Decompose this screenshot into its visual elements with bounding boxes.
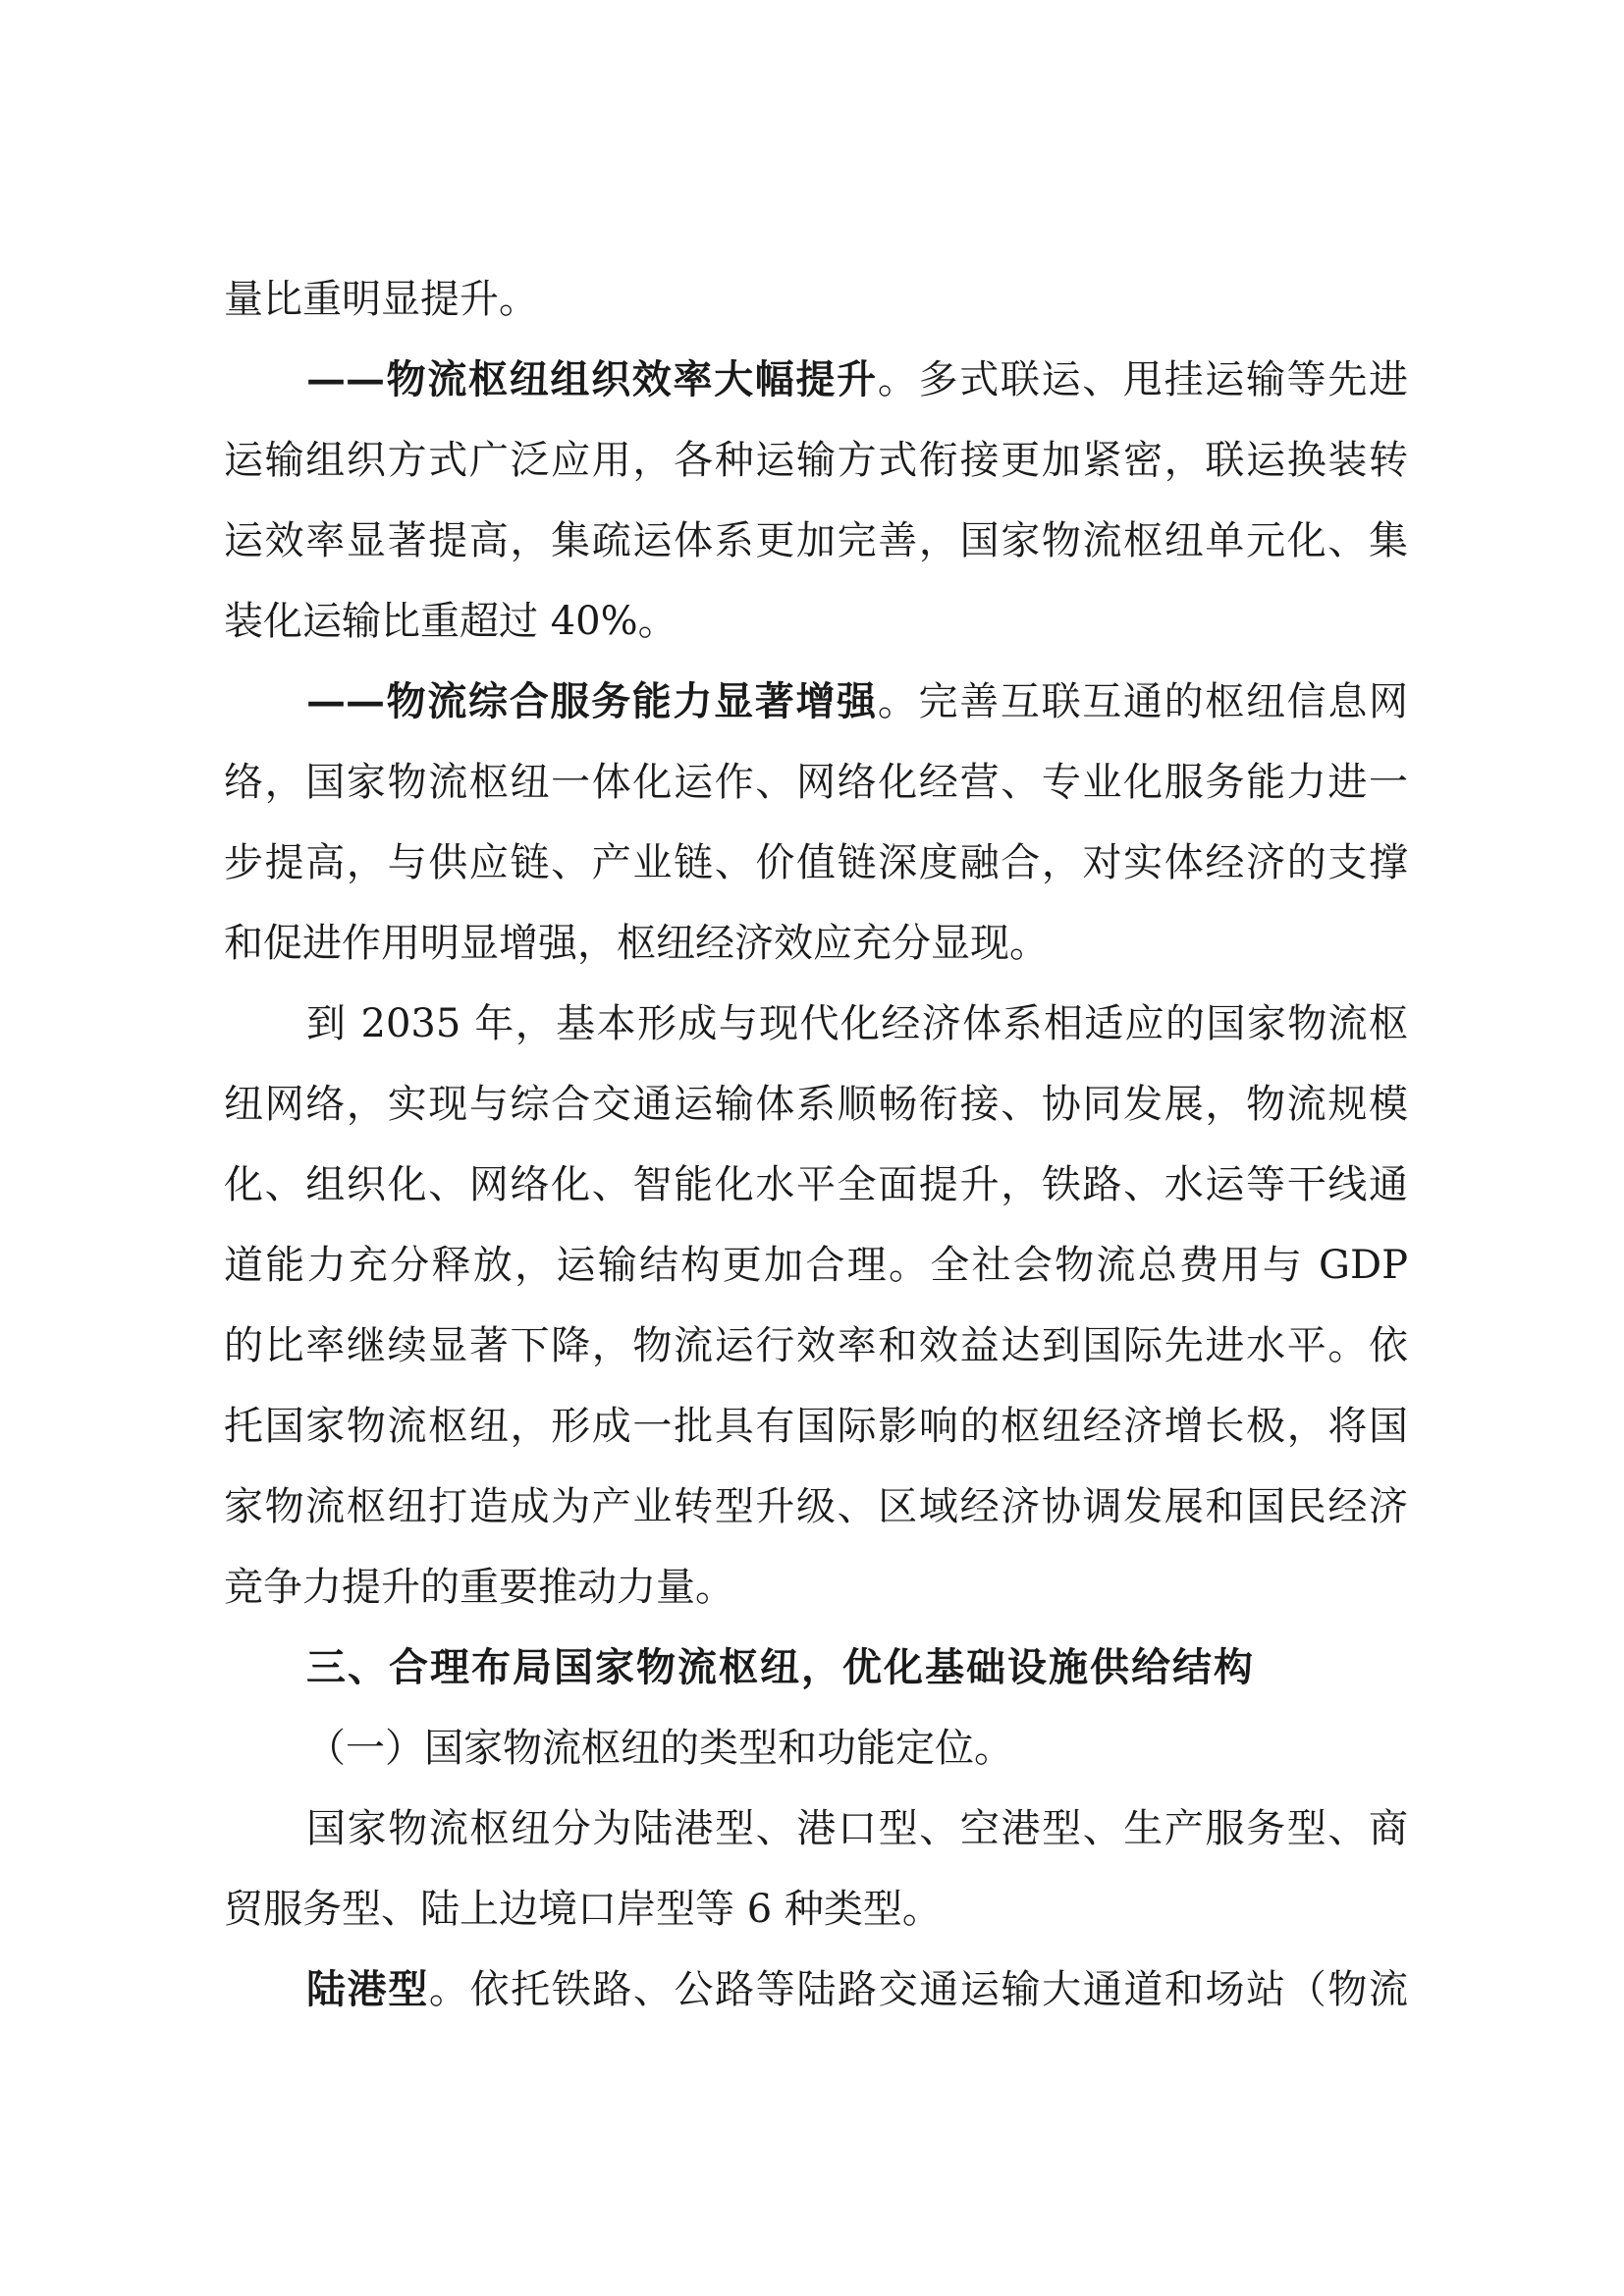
body-text (224, 259, 1408, 2030)
paragraph-line: 竞争力提升的重要推动力量。 (224, 1565, 734, 1610)
paragraph-line: 家物流枢纽打造成为产业转型升级、区域经济协调发展和国民经济 (224, 1484, 1408, 1529)
paragraph-text: 。依托铁路、公路等陆路交通运输大通道和场站（物流 (428, 1967, 1409, 2012)
subsection-heading: （一）国家物流枢纽的类型和功能定位。 (306, 1726, 1013, 1771)
paragraph-line: 的比率继续显著下降，物流运行效率和效益达到国际先进水平。依 (224, 1323, 1408, 1368)
paragraph-line: 量比重明显提升。 (224, 277, 538, 322)
paragraph-line: 道能力充分释放，运输结构更加合理。全社会物流总费用与 GDP (224, 1243, 1408, 1288)
paragraph-line: 化、组织化、网络化、智能化水平全面提升，铁路、水运等干线通 (224, 1162, 1408, 1207)
paragraph-line: 托国家物流枢纽，形成一批具有国际影响的枢纽经济增长极，将国 (224, 1404, 1408, 1449)
paragraph-line: 运输组织方式广泛应用，各种运输方式衔接更加紧密，联运换装转 (224, 438, 1408, 483)
paragraph-line (224, 340, 1408, 420)
paragraph-line (224, 662, 1408, 742)
paragraph-text: 。完善互联互通的枢纽信息网 (877, 679, 1409, 724)
bold-lead-phrase: 陆港型 (306, 1966, 429, 2012)
paragraph-line: 步提高，与供应链、产业链、价值链深度融合，对实体经济的支撑 (224, 840, 1408, 885)
paragraph-line: 和促进作用明显增强，枢纽经济效应充分显现。 (224, 921, 1049, 966)
paragraph-line: 纽网络，实现与综合交通运输体系顺畅衔接、协同发展，物流规模 (224, 1082, 1408, 1127)
paragraph-line (224, 1949, 1408, 2030)
paragraph-line: 到 2035 年，基本形成与现代化经济体系相适应的国家物流枢 (306, 1001, 1408, 1046)
bold-lead-phrase: ——物流综合服务能力显著增强 (306, 678, 878, 724)
paragraph-line: 国家物流枢纽分为陆港型、港口型、空港型、生产服务型、商 (306, 1806, 1408, 1851)
bold-lead-phrase: ——物流枢纽组织效率大幅提升 (306, 356, 878, 402)
paragraph-line: 装化运输比重超过 40%。 (224, 599, 677, 644)
paragraph-text: 。多式联运、甩挂运输等先进 (877, 357, 1409, 402)
paragraph-line: 络，国家物流枢纽一体化运作、网络化经营、专业化服务能力进一 (224, 760, 1408, 805)
paragraph-line: 贸服务型、陆上边境口岸型等 6 种类型。 (224, 1887, 942, 1932)
section-heading: 三、合理布局国家物流枢纽，优化基础设施供给结构 (306, 1645, 1255, 1690)
paragraph-line: 运效率显著提高，集疏运体系更加完善，国家物流枢纽单元化、集 (224, 518, 1408, 563)
